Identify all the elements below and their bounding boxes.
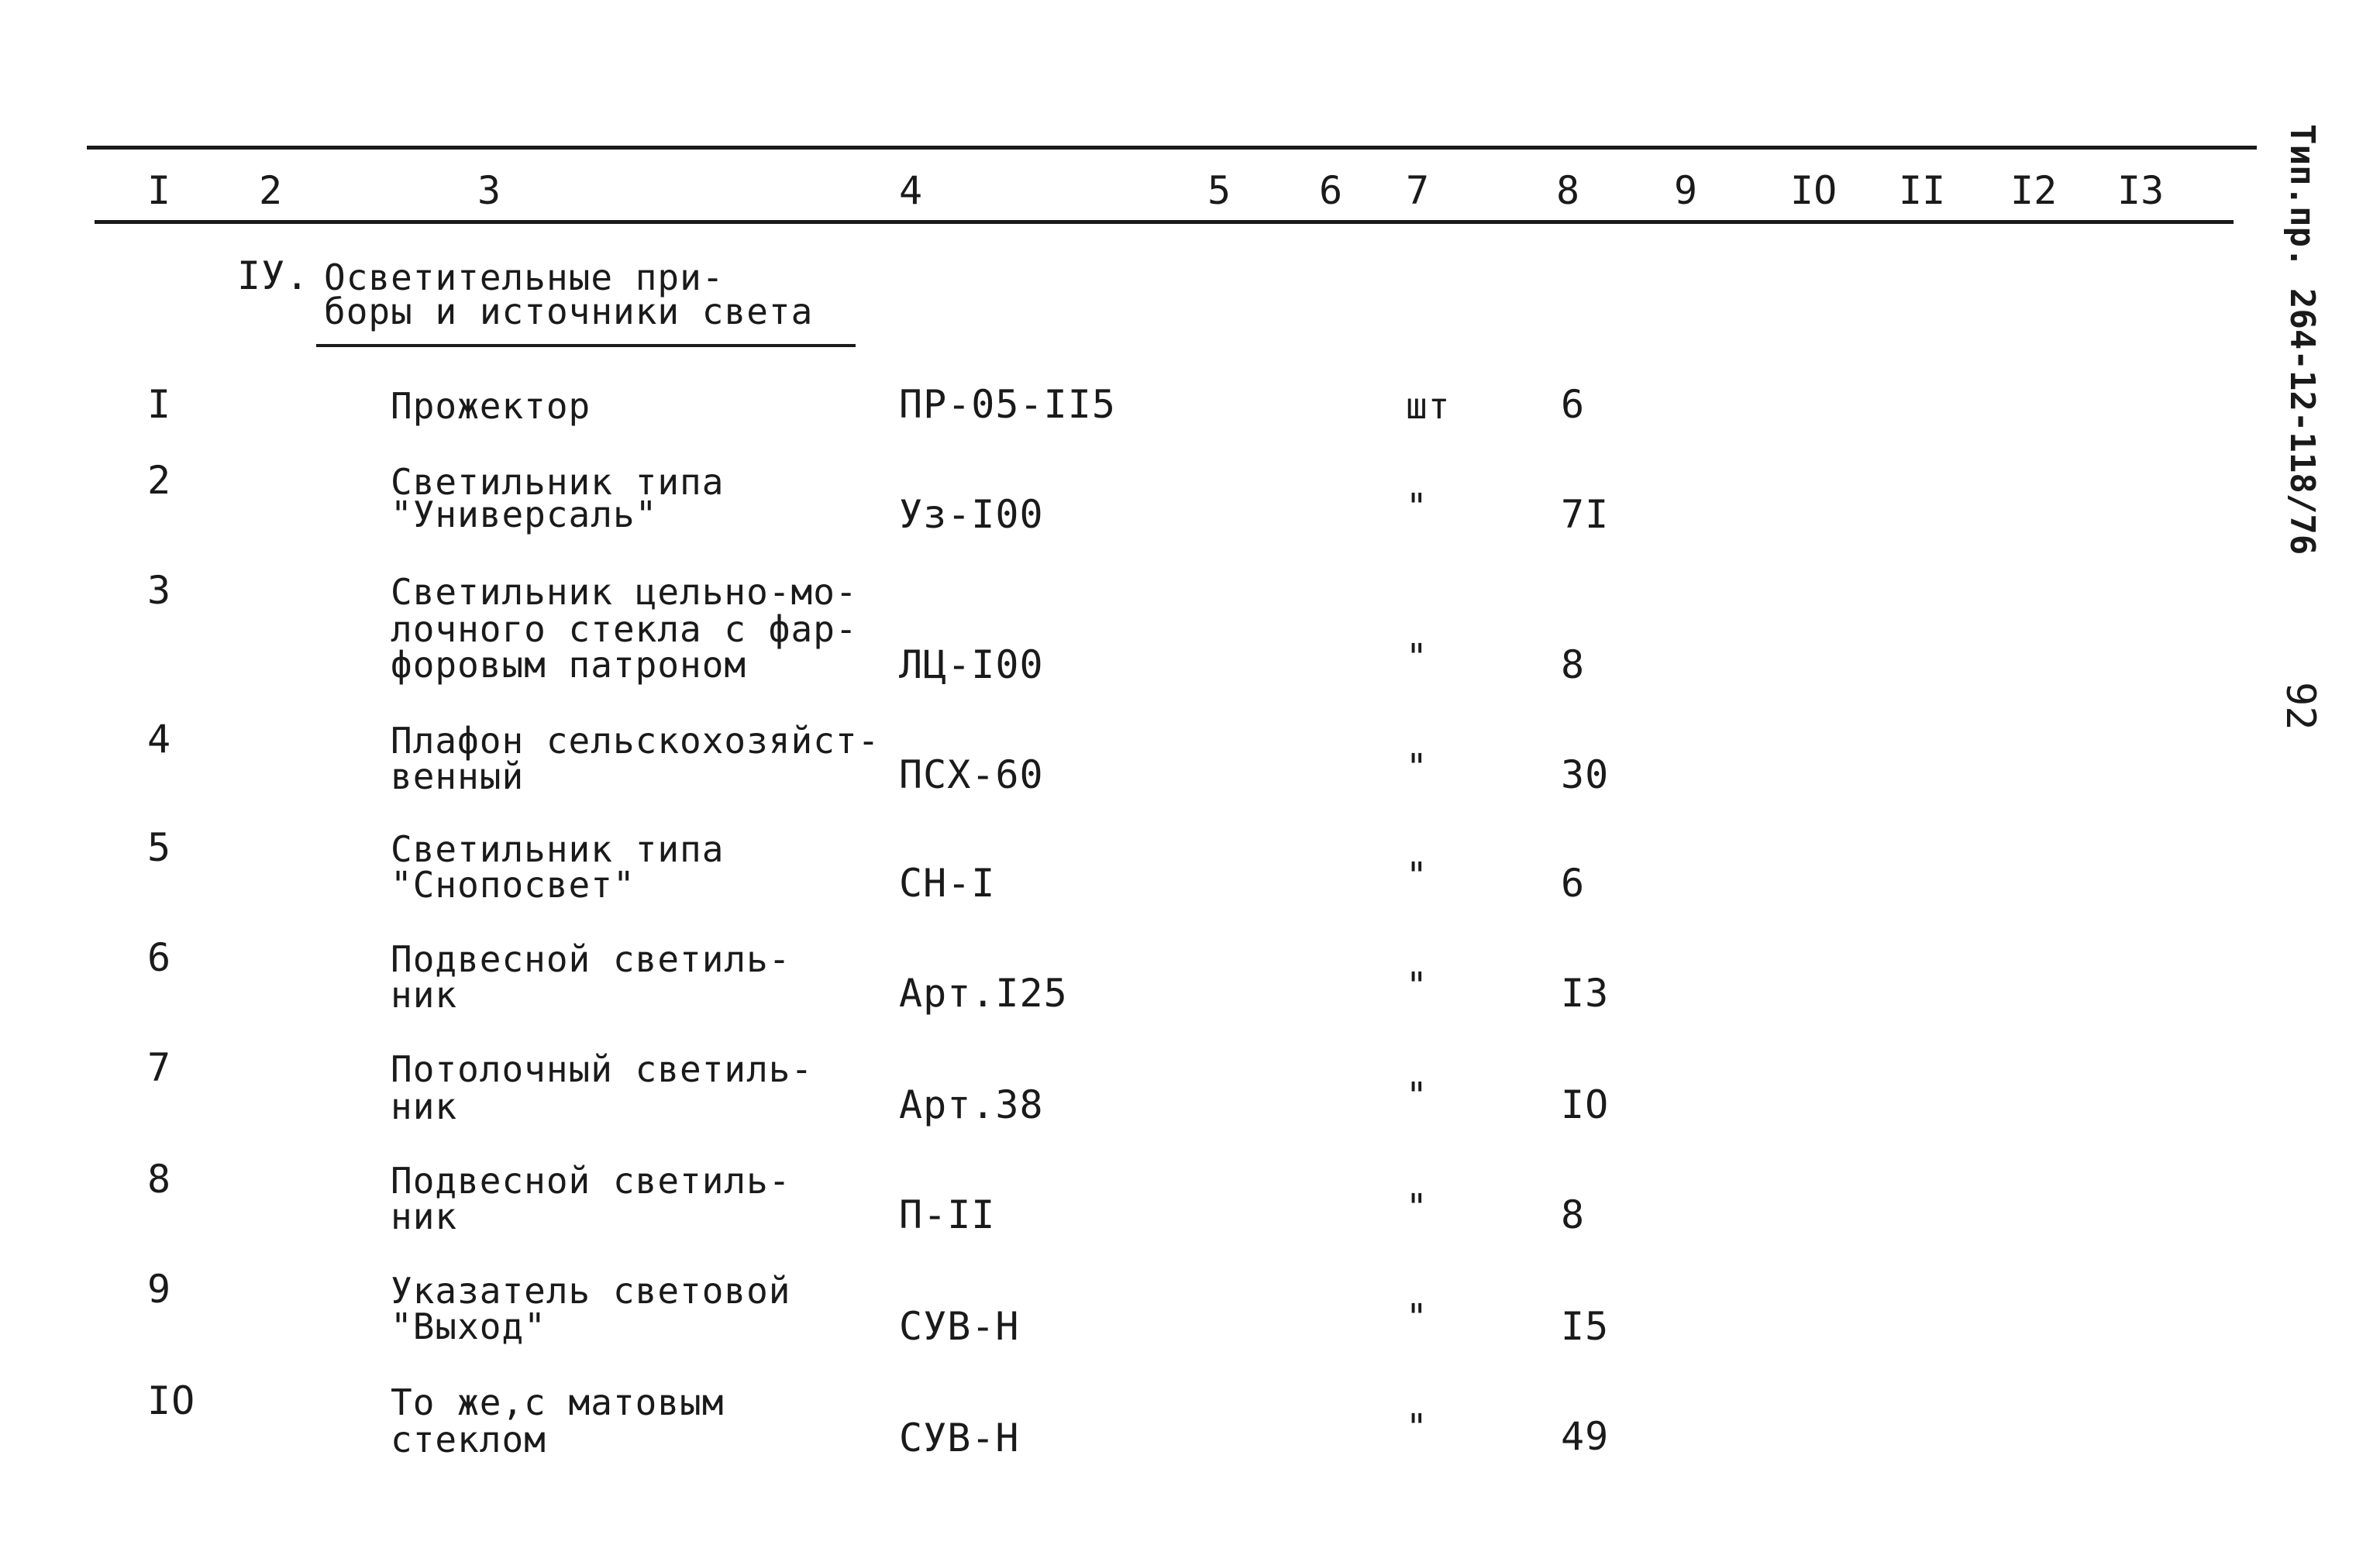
section-title-line: Осветительные при- — [324, 256, 725, 298]
item-name-line: форовым патроном — [391, 644, 747, 686]
column-header: 7 — [1406, 168, 1430, 213]
item-unit: " — [1406, 1075, 1428, 1116]
item-quantity: IO — [1561, 1082, 1610, 1127]
column-header: 9 — [1674, 168, 1698, 213]
item-name-line: Плафон сельскохозяйст- — [391, 720, 880, 762]
item-quantity: 6 — [1561, 861, 1586, 906]
item-quantity: 7I — [1561, 492, 1610, 537]
item-quantity: 8 — [1561, 1192, 1586, 1237]
row-number: 9 — [147, 1267, 172, 1312]
item-quantity: 49 — [1561, 1414, 1610, 1459]
column-header: 3 — [477, 168, 501, 213]
item-name-line: "Универсаль" — [391, 494, 658, 535]
item-unit: " — [1406, 1186, 1428, 1228]
item-unit: " — [1406, 636, 1428, 678]
item-name-line: Подвесной светиль- — [391, 938, 791, 980]
item-quantity: 30 — [1561, 752, 1610, 797]
item-name-line: Светильник типа — [391, 828, 725, 870]
section-title-line: боры и источники света — [324, 291, 814, 332]
row-number: IO — [147, 1378, 196, 1423]
row-number: 4 — [147, 717, 172, 762]
column-header: I2 — [2010, 168, 2058, 213]
item-quantity: I3 — [1561, 971, 1610, 1016]
item-unit: " — [1406, 1296, 1428, 1338]
row-number: 3 — [147, 568, 172, 613]
item-name-line: "Снопосвет" — [391, 864, 635, 906]
item-quantity: I5 — [1561, 1304, 1610, 1349]
item-name-line: лочного стекла с фар- — [391, 608, 858, 650]
item-quantity: 8 — [1561, 642, 1586, 687]
section-title-underline — [316, 344, 856, 347]
row-number: 6 — [147, 935, 172, 980]
page-number: 92 — [2277, 682, 2323, 731]
item-unit: " — [1406, 965, 1428, 1006]
item-type: ЛЦ-I00 — [899, 642, 1044, 687]
item-unit: " — [1406, 1406, 1428, 1448]
item-name-line: венный — [391, 755, 525, 797]
item-type: СУВ-Н — [899, 1416, 1020, 1460]
row-number: I — [147, 382, 172, 427]
document-code: Тип.пр. 264-12-118/76 — [2282, 124, 2322, 556]
item-type: П-II — [899, 1192, 996, 1237]
item-unit: " — [1406, 746, 1428, 788]
column-header: 6 — [1319, 168, 1343, 213]
item-type: Арт.I25 — [899, 971, 1068, 1016]
item-name-line: Подвесной светиль- — [391, 1160, 791, 1202]
row-number: 8 — [147, 1157, 172, 1202]
item-type: Уз-I00 — [899, 492, 1044, 537]
row-number: 7 — [147, 1045, 172, 1090]
item-name-line: Указатель световой — [391, 1270, 791, 1312]
item-type: СУВ-Н — [899, 1304, 1020, 1349]
item-name-line: Потолочный светиль- — [391, 1048, 814, 1090]
item-name-line: Светильник типа — [391, 461, 725, 503]
item-name-line: "Выход" — [391, 1306, 546, 1347]
item-quantity: 6 — [1561, 382, 1586, 427]
item-name-line: стеклом — [391, 1419, 546, 1460]
item-name-line: То же,с матовым — [391, 1381, 725, 1423]
item-name-line: ник — [391, 1195, 458, 1237]
item-name-line: Прожектор — [391, 385, 591, 427]
item-name-line: ник — [391, 1085, 458, 1127]
item-unit: " — [1406, 486, 1428, 528]
item-unit: шт — [1406, 385, 1451, 427]
column-header: 8 — [1556, 168, 1580, 213]
section-number: IУ. — [237, 253, 310, 298]
column-header: I — [147, 168, 171, 213]
item-name-line: ник — [391, 974, 458, 1016]
item-type: ПР-05-II5 — [899, 382, 1116, 427]
top-rule — [87, 146, 2257, 150]
item-unit: " — [1406, 855, 1428, 896]
item-type: ПСХ-60 — [899, 752, 1044, 797]
row-number: 2 — [147, 458, 172, 503]
column-header: I3 — [2117, 168, 2165, 213]
item-type: СН-I — [899, 861, 996, 906]
item-name-line: Светильник цельно-мо- — [391, 571, 858, 613]
row-number: 5 — [147, 825, 172, 870]
column-header: 5 — [1207, 168, 1231, 213]
column-header: 4 — [899, 168, 923, 213]
header-bottom-rule — [95, 220, 2234, 224]
column-header: IO — [1790, 168, 1838, 213]
item-type: Арт.38 — [899, 1082, 1044, 1127]
column-header: II — [1899, 168, 1946, 213]
column-header: 2 — [259, 168, 283, 213]
